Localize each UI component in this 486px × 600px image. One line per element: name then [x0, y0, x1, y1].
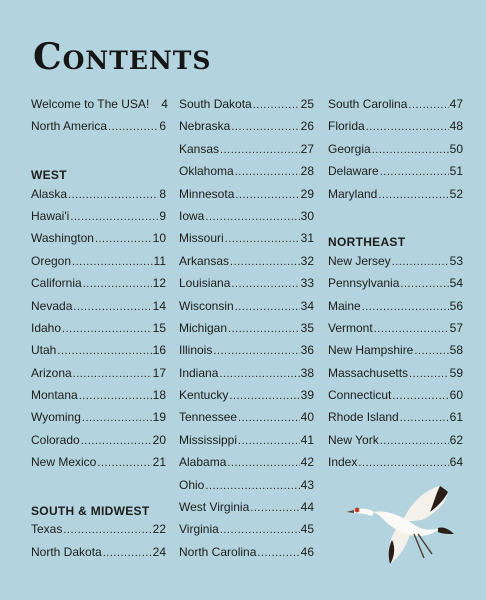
dot-leader	[235, 301, 300, 313]
dot-leader	[392, 256, 449, 268]
toc-entry-title: Connecticut	[328, 388, 392, 403]
toc-entry	[328, 321, 463, 343]
toc-entry-title: Welcome to The USA!	[31, 97, 150, 111]
toc-entry	[31, 209, 166, 231]
toc-entry-page-number: 18	[152, 388, 166, 403]
toc-entry-title: Vermont	[328, 320, 373, 335]
toc-entry-page-number: 38	[300, 365, 314, 380]
toc-entry-title: Washington	[31, 231, 94, 246]
toc-entry	[179, 187, 314, 209]
west-entries	[31, 187, 166, 478]
toc-entry-title: Rhode Island	[328, 410, 399, 425]
toc-entry-title: Wyoming	[31, 410, 81, 425]
toc-entry	[31, 299, 166, 321]
toc-entry	[179, 231, 314, 253]
toc-entry-title: Mississippi	[179, 432, 238, 447]
toc-entry-page-number: 61	[449, 410, 463, 425]
toc-entry-title: New York	[328, 432, 379, 447]
toc-entry-page-number: 58	[449, 343, 463, 358]
toc-entry-title: Delaware	[328, 164, 379, 179]
toc-entry-title: Alaska	[31, 186, 68, 201]
toc-entry-page-number: 43	[300, 477, 314, 492]
northeast-entries	[328, 254, 463, 478]
toc-entry-title: Tennessee	[179, 410, 238, 425]
dot-leader	[83, 278, 152, 290]
toc-entry-page-number: 44	[300, 500, 314, 515]
toc-entry	[328, 343, 463, 365]
toc-entry-page-number: 54	[449, 276, 463, 291]
toc-entry-title: Virginia	[179, 522, 219, 537]
dot-leader	[372, 144, 449, 156]
toc-entry-title: Texas	[31, 522, 63, 537]
toc-entry	[179, 299, 314, 321]
dot-leader	[70, 211, 158, 223]
toc-entry-page-number: 40	[300, 410, 314, 425]
toc-entry-page-number: 48	[449, 119, 463, 134]
toc-entry	[31, 343, 166, 365]
toc-entry	[179, 545, 314, 567]
toc-entry	[31, 97, 166, 119]
section-spacer	[31, 142, 166, 164]
toc-entry	[328, 388, 463, 410]
dot-leader	[374, 323, 449, 335]
toc-entry-page-number: 47	[449, 97, 463, 111]
toc-entry-title: Alabama	[179, 455, 227, 470]
dot-leader	[231, 278, 299, 290]
page-title: Contents	[33, 36, 212, 78]
toc-entry	[31, 545, 166, 567]
toc-entry	[179, 410, 314, 432]
toc-entry-title: New Mexico	[31, 455, 97, 470]
toc-entry-title: Colorado	[31, 432, 80, 447]
toc-entry	[31, 388, 166, 410]
toc-entry-page-number: 12	[152, 276, 166, 291]
dot-leader	[57, 345, 151, 357]
intro-entries	[31, 97, 166, 142]
toc-entry-page-number: 57	[449, 320, 463, 335]
toc-entry	[31, 254, 166, 276]
dot-leader	[220, 524, 300, 536]
toc-entry-page-number: 11	[153, 253, 166, 268]
toc-entry	[31, 433, 166, 455]
dot-leader	[238, 412, 300, 424]
dot-leader	[229, 390, 299, 402]
toc-entry-title: West Virginia	[179, 500, 250, 515]
toc-entry-page-number: 17	[152, 365, 166, 380]
toc-entry-title: South Dakota	[179, 97, 252, 111]
toc-entry-page-number: 34	[300, 298, 314, 313]
toc-entry-page-number: 19	[152, 410, 166, 425]
toc-entry	[31, 187, 166, 209]
toc-entry-page-number: 33	[300, 276, 314, 291]
toc-entry-title: Oregon	[31, 253, 72, 268]
dot-leader	[380, 435, 449, 447]
toc-entry	[179, 254, 314, 276]
south-entries-continued	[328, 97, 463, 209]
section-spacer	[328, 209, 463, 231]
toc-column-3	[328, 97, 463, 478]
toc-entry-page-number: 4	[161, 97, 168, 111]
toc-entry-title: Idaho	[31, 320, 62, 335]
toc-entry	[179, 119, 314, 141]
dot-leader	[231, 121, 299, 133]
toc-entry-title: Utah	[31, 343, 57, 358]
toc-entry-title: Nevada	[31, 298, 73, 313]
toc-entry-page-number: 50	[449, 141, 463, 156]
dot-leader	[235, 166, 300, 178]
toc-entry	[31, 276, 166, 298]
toc-entry-title: Maine	[328, 298, 361, 313]
toc-entry-page-number: 30	[300, 208, 314, 223]
toc-entry-title: Maryland	[328, 186, 378, 201]
toc-entry-title: Louisiana	[179, 276, 231, 291]
toc-entry	[31, 522, 166, 544]
toc-entry	[31, 321, 166, 343]
section-heading-south-midwest: SOUTH & MIDWEST	[31, 504, 150, 519]
toc-entry-page-number: 10	[152, 231, 166, 246]
toc-entry	[328, 142, 463, 164]
toc-entry-title: Arizona	[31, 365, 72, 380]
dot-leader	[72, 256, 153, 268]
toc-entry-page-number: 39	[300, 388, 314, 403]
toc-entry	[31, 455, 166, 477]
toc-entry-page-number: 46	[300, 544, 314, 559]
toc-entry-title: Kansas	[179, 141, 220, 156]
dot-leader	[95, 233, 152, 245]
toc-entry-title: Arkansas	[179, 253, 230, 268]
toc-entry	[179, 478, 314, 500]
toc-entry-title: North Carolina	[179, 544, 257, 559]
dot-leader	[358, 457, 448, 469]
toc-entry-title: Pennsylvania	[328, 276, 400, 291]
toc-entry	[31, 119, 166, 141]
toc-entry-title: Ohio	[179, 477, 205, 492]
toc-entry	[328, 433, 463, 455]
toc-entry-page-number: 51	[449, 164, 463, 179]
dot-leader	[414, 345, 448, 357]
toc-entry-page-number: 29	[300, 186, 314, 201]
dot-leader	[257, 547, 299, 559]
dot-leader	[108, 121, 158, 133]
toc-entry-page-number: 6	[159, 119, 166, 134]
toc-entry	[179, 433, 314, 455]
dot-leader	[408, 99, 448, 111]
toc-entry-page-number: 22	[152, 522, 166, 537]
toc-entry	[179, 522, 314, 544]
toc-entry-page-number: 9	[159, 208, 166, 223]
crane-icon	[344, 482, 456, 572]
toc-entry	[328, 276, 463, 298]
toc-entry-page-number: 20	[152, 432, 166, 447]
toc-entry-title: North America	[31, 119, 108, 134]
dot-leader	[228, 323, 300, 335]
toc-entry	[179, 366, 314, 388]
toc-entry	[179, 321, 314, 343]
south-midwest-entries	[31, 522, 166, 567]
toc-column-2	[179, 97, 314, 567]
toc-entry	[179, 343, 314, 365]
dot-leader	[73, 301, 151, 313]
toc-entry-page-number: 35	[300, 320, 314, 335]
toc-entry-title: Kentucky	[179, 388, 229, 403]
toc-entry-title: Oklahoma	[179, 164, 234, 179]
dot-leader	[378, 189, 448, 201]
section-spacer	[31, 478, 166, 500]
dot-leader	[400, 412, 449, 424]
dot-leader	[253, 99, 300, 111]
toc-entry-page-number: 25	[300, 97, 314, 111]
toc-entry	[31, 231, 166, 253]
dot-leader	[63, 524, 151, 536]
dot-leader	[103, 547, 152, 559]
dot-leader	[213, 345, 299, 357]
toc-entry-page-number: 45	[300, 522, 314, 537]
toc-entry-title: Hawai'i	[31, 208, 70, 223]
toc-entry	[179, 209, 314, 231]
toc-entry-title: Indiana	[179, 365, 219, 380]
toc-column-1	[31, 97, 166, 567]
toc-entry	[179, 164, 314, 186]
toc-entry-title: South Carolina	[328, 97, 408, 111]
toc-entry-page-number: 42	[300, 455, 314, 470]
dot-leader	[366, 121, 449, 133]
toc-entry-title: Massachusetts	[328, 365, 409, 380]
toc-entry	[328, 299, 463, 321]
dot-leader	[220, 144, 300, 156]
toc-entry	[328, 164, 463, 186]
toc-entry-page-number: 21	[152, 455, 166, 470]
toc-entry-title: Illinois	[179, 343, 213, 358]
toc-entry-page-number: 8	[159, 186, 166, 201]
toc-entry-page-number: 36	[300, 343, 314, 358]
dot-leader	[79, 390, 152, 402]
toc-entry-page-number: 62	[449, 432, 463, 447]
toc-entry-title: Minnesota	[179, 186, 235, 201]
dot-leader	[380, 166, 449, 178]
toc-entry	[328, 366, 463, 388]
dot-leader	[219, 368, 299, 380]
dot-leader	[73, 368, 152, 380]
toc-entry-title: Iowa	[179, 208, 205, 223]
toc-entry	[31, 366, 166, 388]
toc-entry-title: Missouri	[179, 231, 224, 246]
toc-entry-title: Florida	[328, 119, 365, 134]
dot-leader	[392, 390, 448, 402]
toc-entry-page-number: 32	[300, 253, 314, 268]
toc-entry-page-number: 31	[300, 231, 314, 246]
toc-entry-page-number: 16	[152, 343, 166, 358]
dot-leader	[205, 211, 299, 223]
toc-entry-title: New Jersey	[328, 253, 391, 268]
toc-entry	[31, 410, 166, 432]
dot-leader	[62, 323, 152, 335]
toc-entry-page-number: 56	[449, 298, 463, 313]
section-heading-northeast: NORTHEAST	[328, 235, 406, 250]
toc-entry	[179, 500, 314, 522]
dot-leader	[68, 189, 158, 201]
dot-leader	[250, 502, 299, 514]
south-midwest-entries-continued	[179, 97, 314, 567]
toc-entry	[179, 388, 314, 410]
toc-entry-title: New Hampshire	[328, 343, 414, 358]
dot-leader	[235, 189, 299, 201]
toc-entry-title: Montana	[31, 388, 78, 403]
toc-entry	[179, 142, 314, 164]
toc-entry-title: California	[31, 276, 82, 291]
dot-leader	[400, 278, 448, 290]
dot-leader	[230, 256, 300, 268]
toc-entry	[328, 455, 463, 477]
dot-leader	[409, 368, 449, 380]
toc-entry-page-number: 52	[449, 186, 463, 201]
dot-leader	[205, 480, 299, 492]
toc-entry-title: Index	[328, 455, 358, 470]
toc-entry	[328, 254, 463, 276]
dot-leader	[227, 457, 299, 469]
toc-entry	[179, 455, 314, 477]
toc-entry-page-number: 26	[300, 119, 314, 134]
toc-entry	[328, 97, 463, 119]
toc-entry-title: Georgia	[328, 141, 371, 156]
dot-leader	[238, 435, 300, 447]
toc-entry-page-number: 15	[152, 320, 166, 335]
toc-entry-page-number: 53	[449, 253, 463, 268]
toc-entry-title: Michigan	[179, 320, 228, 335]
dot-leader	[362, 301, 449, 313]
toc-entry	[328, 410, 463, 432]
toc-entry-page-number: 64	[449, 455, 463, 470]
toc-entry-title: Nebraska	[179, 119, 231, 134]
toc-entry-title: North Dakota	[31, 544, 102, 559]
toc-entry-page-number: 59	[449, 365, 463, 380]
toc-entry-page-number: 60	[449, 388, 463, 403]
toc-entry	[179, 276, 314, 298]
toc-entry	[179, 97, 314, 119]
toc-entry-page-number: 27	[300, 141, 314, 156]
section-heading-west: WEST	[31, 168, 67, 183]
dot-leader	[225, 233, 300, 245]
toc-entry-page-number: 28	[300, 164, 314, 179]
dot-leader	[82, 412, 152, 424]
toc-entry-title: Wisconsin	[179, 298, 234, 313]
toc-entry-page-number: 41	[300, 432, 314, 447]
dot-leader	[81, 435, 152, 447]
toc-entry	[328, 187, 463, 209]
dot-leader	[97, 457, 151, 469]
toc-entry-page-number: 24	[152, 544, 166, 559]
toc-entry	[328, 119, 463, 141]
toc-entry-page-number: 14	[152, 298, 166, 313]
